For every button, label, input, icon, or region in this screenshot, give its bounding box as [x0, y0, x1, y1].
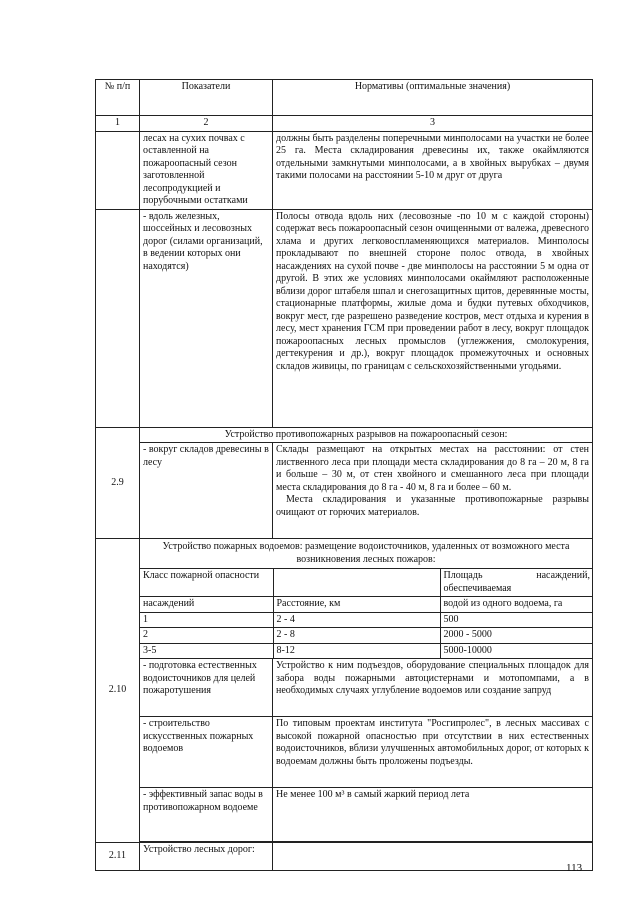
class-header: Класс пожарной опасности [140, 569, 273, 597]
section-2-11-indicator: Устройство лесных дорог: [140, 843, 273, 871]
item-indicator: - строительство искусственных пожарных водоемов [140, 717, 273, 788]
distance-value: 8-12 [273, 643, 440, 658]
class-value: 3-5 [140, 643, 273, 658]
row-num [96, 131, 140, 209]
section-2-9-num: 2.9 [96, 427, 140, 539]
distance-value: 2 - 4 [273, 612, 440, 628]
class-value: 1 [140, 612, 273, 628]
distance-header: Расстояние, км [273, 597, 440, 613]
header-norms: Нормативы (оптимальные значения) [273, 80, 593, 116]
table-row [140, 612, 593, 628]
header-num: № п/п [96, 80, 140, 116]
water-table-subheader-row [140, 597, 593, 613]
area-value: 2000 - 5000 [440, 628, 593, 644]
row-norm: Полосы отвода вдоль них (лесовозные -по 10 м с каждой стороны) содержат весь пожароопасный сезон очищенными от валежа, древесного хлама и других легковоспламеняющихся материалов. Минполосы прокладывают по внешней стороне полос отвода, в хвойных насаждениях на сухой почве - две минполосы на расстоянии 5 м одна от другой. В этих же условиях минполосами окаймляют расположенные вблизи дорог штабеля шпал и снегозащитных щитов, деревянные мосты, стационарные платформы, жилые дома и будки путевых обходчиков, вокруг мест, где разрешено разведение костров, мест отдыха и курения в лесу, мест хранения ГСМ при проведении работ в лесу, вокруг площадок пожароопасных лесных промыслов (углежжения, смолокурения, дегтекурения и др.), вокруг площадок промежуточных и основных складов живицы, по границам с сельскохозяйственными угодьями. [273, 209, 593, 427]
section-2-10-num: 2.10 [96, 539, 140, 843]
section-2-10-title-row [96, 539, 593, 569]
row-indicator: - вдоль железных, шоссейных и лесовозных дорог (силами организаций, в ведении которых они находятся) [140, 209, 273, 427]
section-2-10-title: Устройство пожарных водоемов: размещение водоисточников, удаленных от возможного места возникновения лесных пожаров: [140, 539, 593, 569]
item-indicator: - эффективный запас воды в противопожарном водоеме [140, 788, 273, 842]
page-number: 113 [566, 862, 583, 874]
water-table-row [96, 569, 593, 659]
empty-header [273, 569, 440, 597]
table-row [96, 843, 593, 871]
item-norm: Не менее 100 м³ в самый жаркий период лета [273, 788, 593, 842]
table-row [96, 209, 593, 427]
section-2-9-norm-p1: Склады размещают на открытых местах на расстоянии: от стен лиственного леса при площади места складирования до 8 га – 20 м, 8 га и больше – 30 м, от стен хвойного и смешанного леса при площади места складирования до 8 га - 40 м, 8 га и более – 60 м. [276, 444, 589, 493]
area-header: Площадь насаждений, обеспечиваемая [440, 569, 593, 597]
table-row [140, 628, 593, 644]
norms-table [95, 79, 593, 871]
item-norm: Устройство к ним подъездов, оборудование специальных площадок для забора воды пожарными автоцистернами и мотопомпами, а в необходимых случаях углубление водоемов или создание запруд [273, 659, 593, 717]
area-value: 5000-10000 [440, 643, 593, 658]
area-header-2: водой из одного водоема, га [440, 597, 593, 613]
class-header-2: насаждений [140, 597, 273, 613]
area-value: 500 [440, 612, 593, 628]
section-2-9-norm-p2: Места складирования и указанные противопожарные разрывы очищают от горючих материалов. [276, 494, 589, 518]
item-indicator: - подготовка естественных водоисточников для целей пожаротушения [140, 659, 273, 717]
table-row [96, 131, 593, 209]
header-indicators: Показатели [140, 80, 273, 116]
row-indicator: лесах на сухих почвах с оставленной на пожароопасный сезон заготовленной лесопродукцией и порубочными остатками [140, 131, 273, 209]
section-2-9-title: Устройство противопожарных разрывов на пожароопасный сезон: [140, 427, 593, 443]
col-num-3: 3 [273, 116, 593, 132]
col-num-1: 1 [96, 116, 140, 132]
table-row [96, 788, 593, 842]
section-2-11-norm [273, 843, 593, 871]
water-source-table [140, 569, 593, 658]
class-value: 2 [140, 628, 273, 644]
table-row [96, 443, 593, 539]
row-norm: должны быть разделены поперечными минполосами на участки не более 25 га. Места складирования древесины их, также окаймляются отдельными замкнутыми минполосами, а в хвойных вырубках – двумя такими полосами на расстоянии 5-10 м друг от друга [273, 131, 593, 209]
column-number-row [96, 116, 593, 132]
water-table-header-row [140, 569, 593, 597]
table-header-row [96, 80, 593, 116]
table-row [96, 659, 593, 717]
table-row [96, 717, 593, 788]
item-norm: По типовым проектам института "Росгипролес", в лесных массивах с высокой пожарной опасностью при отсутствии в них естественных водоисточников, вблизи улучшенных автомобильных дорог, от которых к водоемам должны быть проложены подъезды. [273, 717, 593, 788]
water-table-cell [140, 569, 593, 659]
table-row [140, 643, 593, 658]
row-num [96, 209, 140, 427]
section-2-9-indicator: - вокруг складов древесины в лесу [140, 443, 273, 539]
section-2-11-num: 2.11 [96, 843, 140, 871]
col-num-2: 2 [140, 116, 273, 132]
distance-value: 2 - 8 [273, 628, 440, 644]
section-2-9-title-row [96, 427, 593, 443]
section-2-9-norm [273, 443, 593, 539]
